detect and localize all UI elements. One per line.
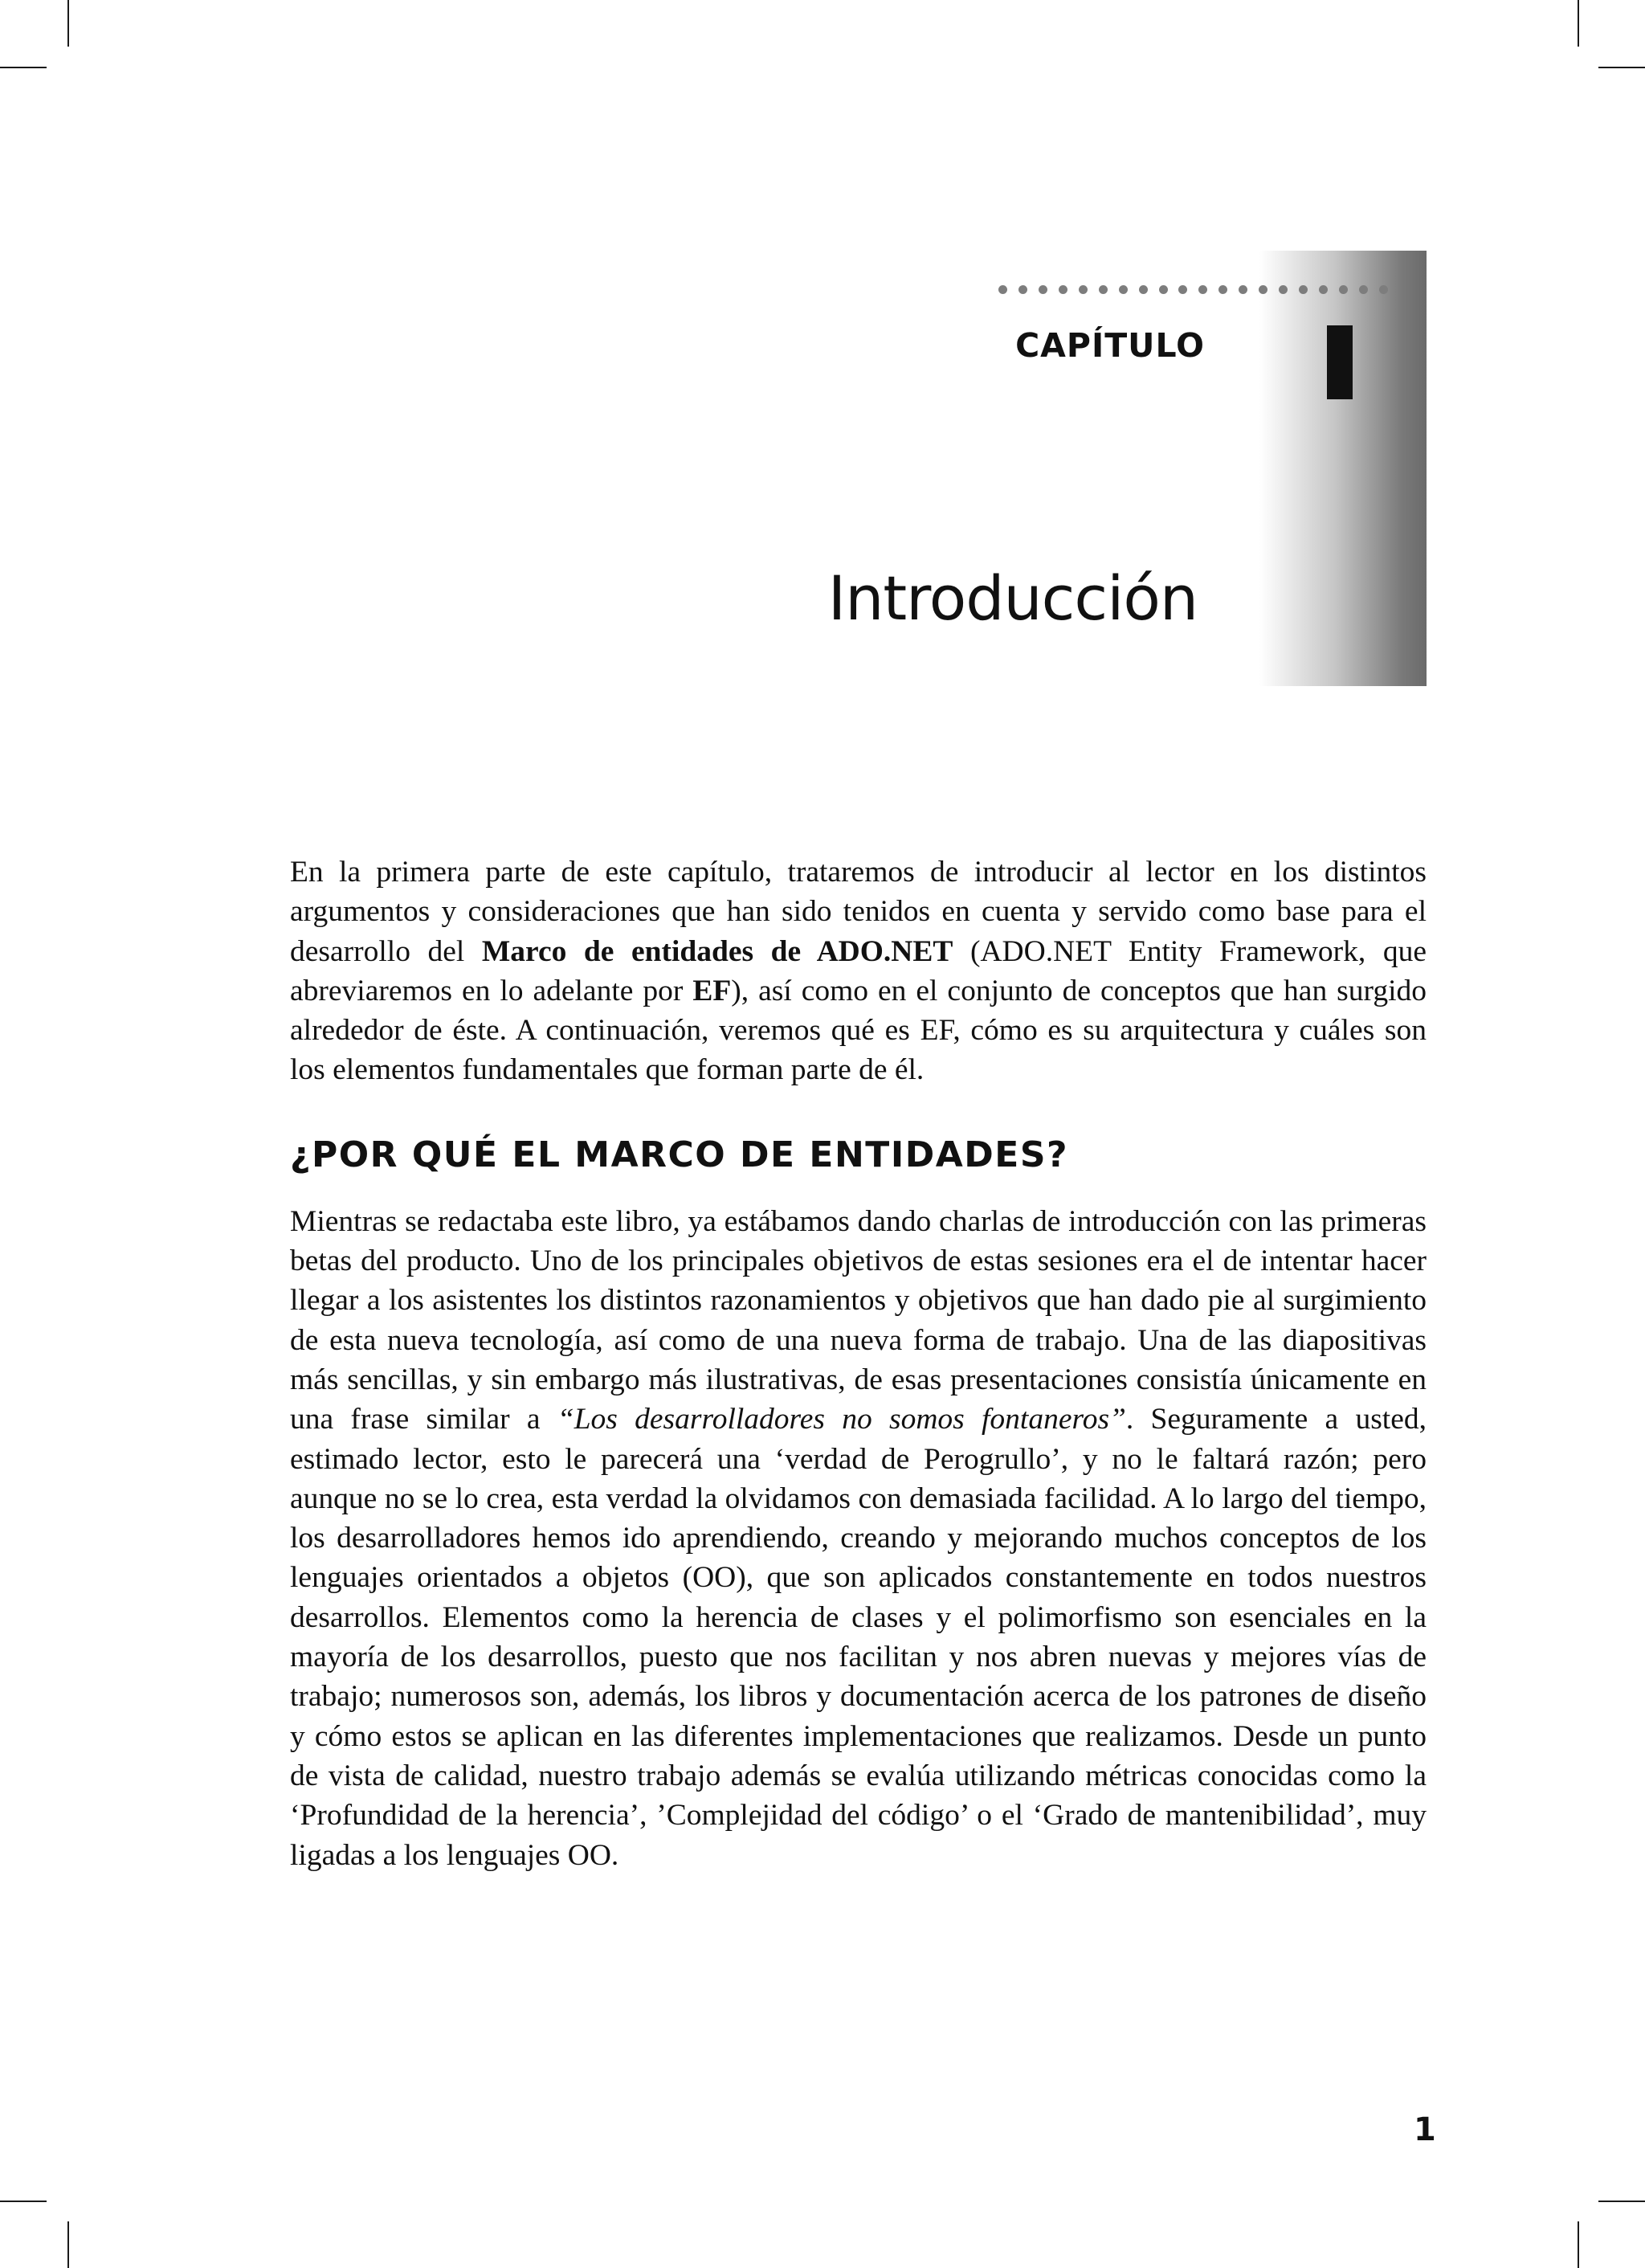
section-paragraph (290, 1202, 1427, 1875)
crop-mark (1598, 2201, 1645, 2202)
dot (1159, 285, 1168, 294)
dot (1099, 285, 1108, 294)
dot (1279, 285, 1288, 294)
section-quote: “Los desarrolladores no somos fontaneros” (557, 1403, 1126, 1436)
dot (1079, 285, 1088, 294)
dot (1139, 285, 1148, 294)
intro-bold-2: EF (692, 974, 732, 1007)
dot (1319, 285, 1328, 294)
dot (1239, 285, 1247, 294)
crop-mark (0, 2201, 47, 2202)
page-content (290, 852, 1427, 1875)
intro-text-3: ), así como en el conjunto de conceptos que han surgido alrededor de éste. A continuación, veremos qué es EF, cómo es su arquitectura y cuáles son los elementos fundamentales que forman parte de él. (290, 974, 1427, 1087)
page-number: 1 (1414, 2111, 1436, 2148)
intro-paragraph (290, 852, 1427, 1090)
dot (1359, 285, 1368, 294)
chapter-tab-gradient (1259, 251, 1427, 686)
crop-mark (67, 2221, 69, 2268)
intro-bold-1: Marco de entidades de ADO.NET (481, 934, 953, 968)
dot (1379, 285, 1388, 294)
dot (1259, 285, 1267, 294)
crop-mark (1578, 0, 1579, 47)
section-heading: ¿POR QUÉ EL MARCO DE ENTIDADES? (290, 1134, 1069, 1175)
dot (998, 285, 1007, 294)
crop-mark (67, 0, 69, 47)
dot (1119, 285, 1128, 294)
intro-text-1: En la primera parte de este capítulo, trataremos de introducir al lector en los distintos argumentos y consideraciones que han sido tenidos en cuenta y servido como base para el desarrollo del (290, 856, 1427, 968)
crop-mark (1578, 2221, 1579, 2268)
chapter-title: Introducción (827, 562, 1198, 634)
chapter-number (1327, 325, 1353, 399)
crop-mark (1598, 67, 1645, 68)
section-text-2: . Seguramente a usted, estimado lector, esto le parecerá una ‘verdad de Perogrullo’, y no le faltará razón; pero aunque no se lo crea, esta verdad la olvidamos con demasiada facilidad. A lo largo del tiempo, los desarrolladores hemos ido aprendiendo, creando y mejorando muchos conceptos de los lenguajes orientados a objetos (OO), que son aplicados constantemente en todos nuestros desarrollos. Elementos como la herencia de clases y el polimorfismo son esenciales en la mayoría de los desarrollos, puesto que nos facilitan y nos abren nuevas y mejores vías de trabajo; numerosos son, además, los libros y documentación acerca de los patrones de diseño y cómo estos se aplican en las diferentes implementaciones que realizamos. Desde un punto de vista de calidad, nuestro trabajo además se evalúa utilizando métricas conocidas como la ‘Profundidad de la herencia’, ’Complejidad del código’ o el ‘Grado de mantenibilidad’, muy ligadas a los lenguajes OO. (290, 1403, 1427, 1872)
dot (1018, 285, 1027, 294)
dot (1039, 285, 1047, 294)
intro-text-2: (ADO.NET Entity Framework, que abreviaremos en lo adelante por (290, 934, 1427, 1007)
dot-rule (998, 284, 1388, 295)
chapter-label: CAPÍTULO (1015, 326, 1205, 365)
dot (1339, 285, 1348, 294)
dot (1218, 285, 1227, 294)
section-text-1: Mientras se redactaba este libro, ya estábamos dando charlas de introducción con las primeras betas del producto. Uno de los principales objetivos de estas sesiones era el de intentar hacer llegar a los asistentes los distintos razonamientos y objetivos que han dado pie al surgimiento de esta nueva tecnología, así como de una nueva forma de trabajo. Una de las diapositivas más sencillas, y sin embargo más ilustrativas, de esas presentaciones consistía únicamente en una frase similar a (290, 1204, 1427, 1436)
dot (1198, 285, 1207, 294)
dot (1299, 285, 1308, 294)
dot (1059, 285, 1067, 294)
dot (1178, 285, 1187, 294)
crop-mark (0, 67, 47, 68)
